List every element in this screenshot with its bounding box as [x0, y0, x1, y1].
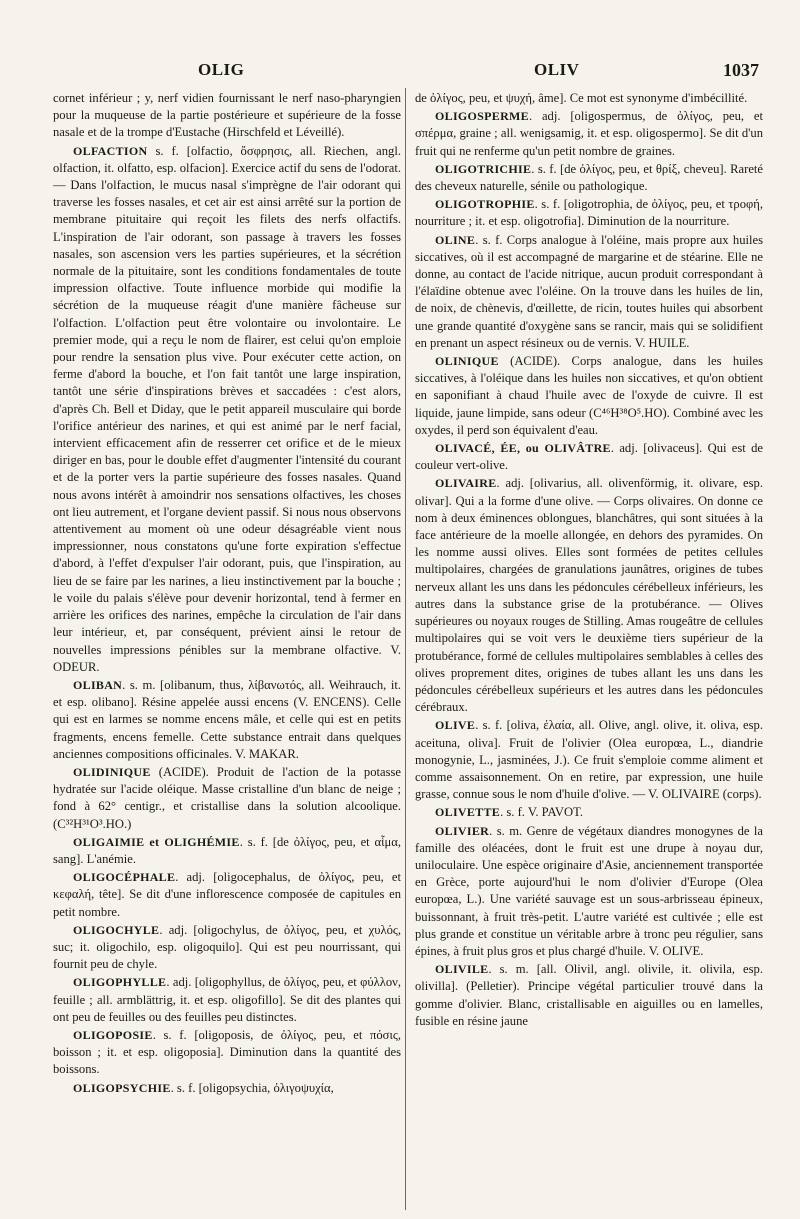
- entry-headword: OLIGOPHYLLE: [73, 975, 167, 990]
- dictionary-entry: [415, 475, 763, 716]
- entry-headword: OLIGOCÉPHALE: [73, 870, 176, 885]
- dictionary-entry: [415, 440, 763, 474]
- entry-headword: OLIGAIMIE et OLIGHÉMIE: [73, 834, 240, 849]
- dictionary-entry: [53, 764, 401, 833]
- entry-headword: OLIVILE: [435, 962, 489, 977]
- entry-definition: . s. f. [oligoposis, de ὀλίγος, peu, et πόσις, boisson ; it. et esp. oligoposia]. Diminution dans la quantité des boissons.: [53, 1027, 401, 1077]
- entry-headword: OLIGOPOSIE: [73, 1027, 153, 1042]
- entry-headword: OLIVE: [435, 718, 476, 733]
- entry-definition: (ACIDE). Corps analogue, dans les huiles siccatives, à l'oléique dans les huiles non siccatives, et qu'on obtient en saponifiant à chaud l'huile avec de l'oxyde de cuivre. Il est liquide, jaune limpide, sans odeur (C⁴⁶H³⁸O⁵.HO). Combiné avec les oxydes, il perd son équivalent d'eau.: [415, 354, 763, 437]
- entry-headword: OLFACTION: [73, 143, 148, 158]
- dictionary-entry: [415, 961, 763, 1030]
- entry-headword: OLIGOTROPHIE: [435, 197, 535, 212]
- entry-headword: OLIGOPSYCHIE: [73, 1080, 171, 1095]
- entry-definition: cornet inférieur ; y, nerf vidien fournissant le nerf naso-pharyngien pour la muqueuse de la partie postérieure et supérieure de la fosse nasale et de la trompe d'Eustache (Hirschfeld et Léveillé).: [53, 91, 401, 140]
- entry-definition: . adj. [oligophyllus, de ὀλίγος, peu, et φύλλον, feuille ; all. armblättrig, it. et esp. oligofillo]. Se dit des plantes qui ont peu de feuilles ou des feuilles peu distinctes.: [53, 975, 401, 1024]
- dictionary-entry: [415, 196, 763, 230]
- entry-headword: OLIVIER: [435, 823, 490, 838]
- dictionary-entry: [415, 804, 763, 821]
- entry-definition: . s. m. [olibanum, thus, λίβανωτός, all. Weihrauch, it. et esp. olibano]. Résine appelée aussi encens (V. ENCENS). Celle qui est en larmes se nomme encens mâle, et celle qui est en petits fragments, encens femelle. Cette substance entrait dans quelques anciennes compositions officinales. V. MAKAR.: [53, 677, 401, 761]
- entry-headword: OLIDINIQUE: [73, 764, 151, 779]
- dictionary-entry: [53, 1080, 401, 1097]
- entry-definition: de ὀλίγος, peu, et ψυχή, âme]. Ce mot est synonyme d'imbécillité.: [415, 91, 748, 105]
- dictionary-entry: [415, 90, 763, 107]
- dictionary-entry: [415, 108, 763, 160]
- column-divider: [405, 88, 406, 1210]
- dictionary-entry: [53, 834, 401, 868]
- running-head-right: OLIV: [534, 60, 580, 79]
- dictionary-entry: [53, 143, 401, 676]
- entry-headword: OLIVACÉ, ÉE, ou OLIVÂTRE: [435, 441, 611, 456]
- dictionary-entry: [415, 161, 763, 195]
- dictionary-entry: [53, 90, 401, 142]
- entry-definition: . s. f. [oligotrophia, de ὀλίγος, peu, et τροφή, nourriture ; it. et esp. oligotrofia]. Diminution de la nourriture.: [415, 197, 763, 229]
- dictionary-entry: [415, 353, 763, 439]
- entry-definition: . adj. [oligospermus, de ὀλίγος, peu, et σπέρμα, graine ; all. wenigsamig, it. et esp. oligospermo]. Se dit d'un fruit qui ne renferme qu'un petit nombre de graines.: [415, 109, 763, 158]
- running-head-left: OLIG: [198, 60, 245, 79]
- dictionary-entry: [53, 974, 401, 1026]
- entry-definition: . s. f. Corps analogue à l'oléine, mais propre aux huiles siccatives, où il est accompagné de margarine et de stéarine. Elle ne donne, au contact de l'acide nitrique, aucun produit correspondant à l'élaïdine obtenue avec l'oléine. On la trouve dans les huiles de lin, de noix, de chènevis, d'œillette, de ricin, toutes huiles qui absorbent une grande quantité d'oxygène sans se rancir, mais qui se solidifient en prenant un aspect résineux ou de vernis. V. HUILE.: [415, 232, 763, 350]
- dictionary-entry: [53, 1027, 401, 1079]
- entry-definition: . adj. [oligocephalus, de ὀλίγος, peu, et κεφαλή, tête]. Se dit d'une inflorescence composée de capitules en petit nombre.: [53, 870, 401, 919]
- entry-headword: OLIGOTRICHIE: [435, 161, 532, 176]
- entry-definition: . s. m. [all. Olivil, angl. olivile, it. olivila, esp. olivilla]. (Pelletier). Principe végétal particulier trouvé dans la gomme d'olivier. Blanc, cristallisable en aiguilles ou en lamelles, fusible en résine jaune: [415, 962, 763, 1028]
- entry-definition: . s. m. Genre de végétaux diandres monogynes de la famille des oléacées, dont le fruit est une drupe à noyau dur, uniloculaire. Une espèce originaire d'Asie, anciennement transportée en Grèce, porte aujourd'hui le nom d'olivier d'Europe (Olea europœa, L.). Une variété sauvage est un sous-arbrisseau épineux, buissonnant, à fruit très-petit. L'autre variété est cultivée ; elle est plus grande et constitue un véritable arbre à tronc peu régulier, sans épines, à fruit plus gros et plus chargé d'huile. V. OLIVE.: [415, 823, 763, 958]
- entry-definition: . s. f. [oligopsychia, ὀλιγοψυχία,: [170, 1080, 334, 1095]
- dictionary-entry: [53, 677, 401, 763]
- dictionary-entry: [415, 717, 763, 803]
- entry-definition: (ACIDE). Produit de l'action de la potasse hydratée sur l'acide oléique. Masse cristalline d'un blanc de neige ; fond à 62° centigr., et cristallise dans la solution alcoolique. (C³²H³¹O³.HO.): [53, 764, 401, 831]
- right-column: [415, 90, 763, 1210]
- left-column: [53, 90, 401, 1210]
- entry-headword: OLINE: [435, 232, 476, 247]
- dictionary-entry: [53, 869, 401, 921]
- entry-headword: OLIVETTE: [435, 805, 501, 820]
- entry-definition: . s. f. V. PAVOT.: [500, 805, 584, 820]
- entry-headword: OLINIQUE: [435, 354, 499, 369]
- entry-definition: . adj. [oligochylus, de ὀλίγος, peu, et χυλός, suc; it. oligochilo, esp. oligoquilo]. Qui est peu nourrissant, qui fournit peu de chyle.: [53, 922, 401, 972]
- entry-definition: . s. f. [oliva, ἐλαία, all. Olive, angl. olive, it. oliva, esp. aceituna, oliva]. Fruit de l'olivier (Olea europœa, L., diandrie monogynie, L., jasminées, J.). Ce fruit s'emploie comme aliment et comme assaisonnement. On en retire, par expression, une huile grasse, connue sous le nom d'huile d'olive. — V. OLIVAIRE (corps).: [415, 718, 763, 802]
- entry-definition: s. f. [olfactio, ὄσφρησις, all. Riechen, angl. olfaction, it. olfatto, esp. olfacion]. Exercice actif du sens de l'odorat. — Dans l'olfaction, le mucus nasal s'imprègne de l'air odorant qui traverse les fosses nasales, et cet air est ainsi arrêté sur la portion de membrane pituitaire qui reçoit les filets des nerfs olfactifs. L'inspiration de l'air odorant, son passage à travers les fosses nasales, son ascension vers les parties supérieures, et la sécrétion normale de la pituitaire, sont les conditions fondamentales de toute impression olfactive. Toute influence morbide qui modifie la sécrétion de la muqueuse réagit d'une manière fâcheuse sur l'olfaction. L'olfaction peut être volontaire ou involontaire. Le premier mode, qui a reçu le nom de flairer, est celui qu'on emploie pour rendre la sensation plus vive. Pour exécuter cette action, on ferme d'abord la bouche, et l'on fait tantôt une large inspiration, tantôt une série d'inspirations brèves et saccadées : c'est alors, d'après Ch. Bell et Diday, que le petit appareil musculaire qui borde l'orifice antérieur des narines, et qui est animé par le nerf facial, intervient efficacement afin de resserrer cet orifice et de le mieux diriger en bas, pour le double effet d'augmenter l'intensité du courant et de la porter vers la partie supérieure des fosses nasales. Quand nous avons intérêt à amoindrir nos sensations olfactives, les choses ont lieu autrement, et l'organe devient passif. Si nous nous observons attentivement au moment où une odeur désagréable vient nous impressionner, nous constatons qu'une forte expiration s'effectue d'abord, à l'effet d'expulser l'air odorant, puis, que l'inspiration, au lieu de se faire par les narines, a lieu instinctivement par la bouche ; le voile du palais s'élève pour devenir horizontal, tend à fermer en arrière les orifices des narines, empêche la circulation de l'air dans leur intérieur, et, par conséquent, prévient ainsi le retour de nouvelles impressions pénibles sur la membrane olfactive. V. ODEUR.: [53, 143, 401, 674]
- entry-definition: . s. f. [de ὀλίγος, peu, et αἷμα, sang]. L'anémie.: [53, 834, 401, 866]
- dictionary-entry: [415, 823, 763, 961]
- entry-definition: . s. f. [de ὀλίγος, peu, et θρίξ, cheveu]. Rareté des cheveux naturelle, sénile ou pathologique.: [415, 161, 763, 194]
- entry-headword: OLIVAIRE: [435, 476, 497, 491]
- entry-headword: OLIBAN: [73, 677, 123, 692]
- entry-definition: . adj. [olivaceus]. Qui est de couleur vert-olive.: [415, 441, 763, 473]
- entry-headword: OLIGOCHYLE: [73, 922, 160, 937]
- dictionary-entry: [53, 922, 401, 974]
- entry-headword: OLIGOSPERME: [435, 109, 529, 124]
- entry-definition: . adj. [olivarius, all. olivenförmig, it. olivare, esp. olivar]. Qui a la forme d'une olive. — Corps olivaires. On donne ce nom à deux éminences oblongues, blanchâtres, qui sont situées à la face antérieure de la moelle allongée, en dehors des pyramides. On les nomme aussi olives. Elles sont formées de petites cellules multipolaires, chargées de granulations jaunâtres, origines de tubes nerveux allant les uns dans les pédoncules cérébelleux inférieurs, les autres dans la substance grise de la protubérance. — Olives supérieures ou noyaux rouges de Stilling. Amas rougeâtre de cellules multipolaires qui se voit vers le deuxième tiers supérieur de la protubérance, formé de cellules multipolaires semblables à celles des olives proprement dites, origines de tubes allant les uns dans les pédoncules cérébelleux supérieurs et les autres dans les pédoncules cérébraux.: [415, 476, 763, 715]
- page-header: [0, 60, 800, 86]
- dictionary-entry: [415, 232, 763, 352]
- page-number: 1037: [723, 60, 759, 80]
